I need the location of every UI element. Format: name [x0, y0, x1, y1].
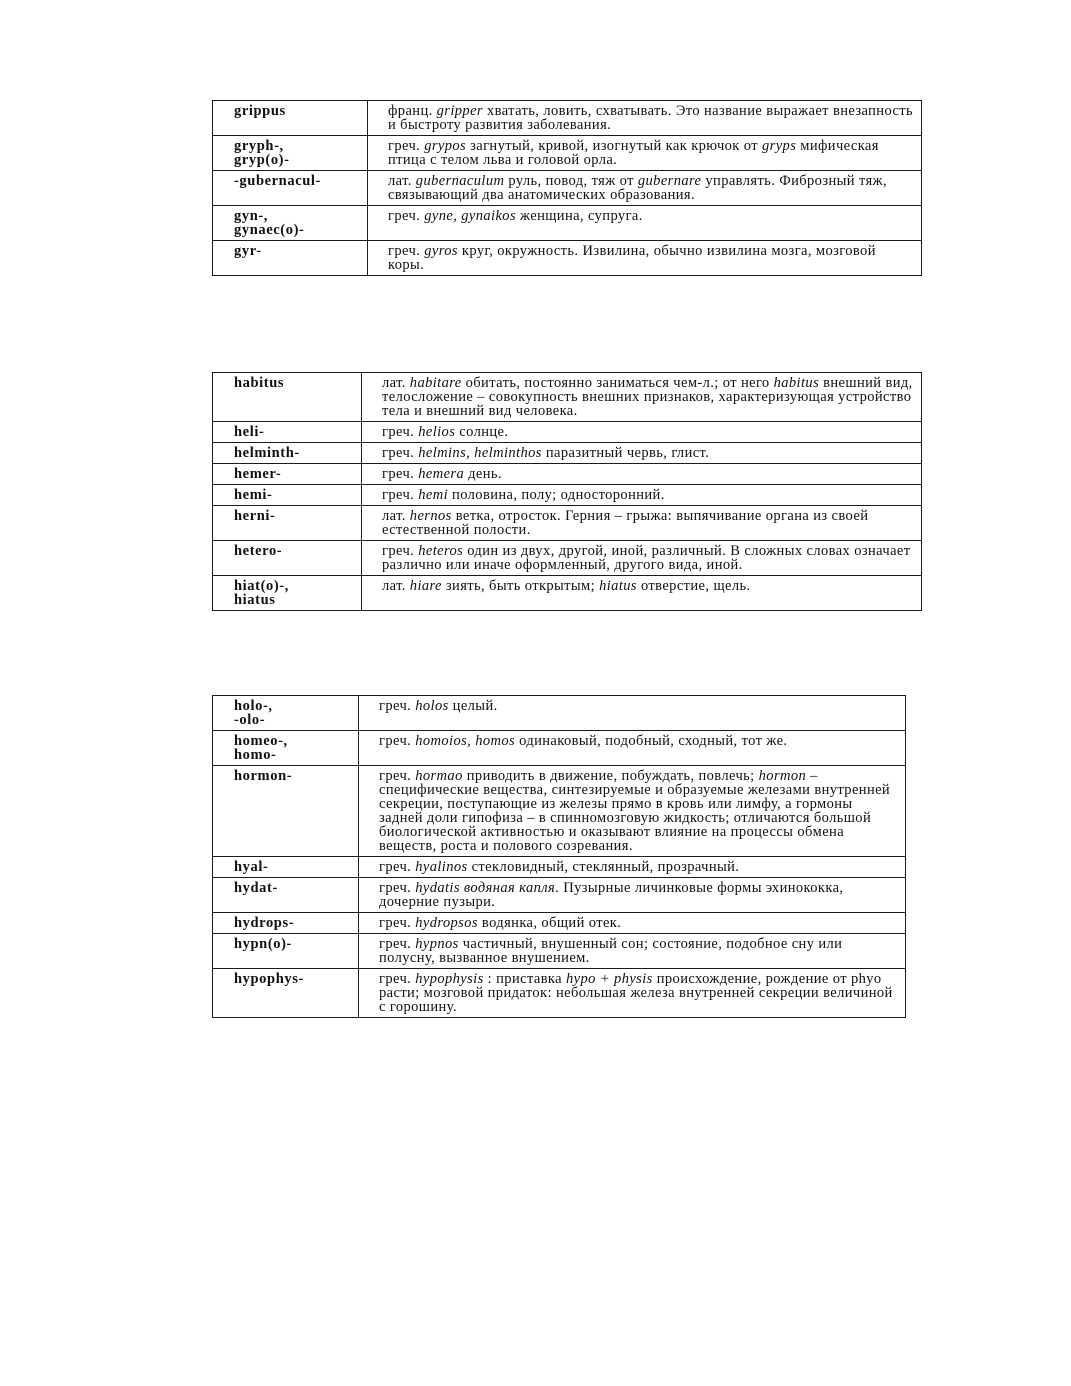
- term-text: hypophys-: [234, 971, 304, 987]
- term-cell: [213, 241, 368, 276]
- term-cell: [213, 857, 359, 878]
- definition-cell: [362, 464, 922, 485]
- definition-cell: [359, 696, 906, 731]
- term-text: hemi-: [234, 487, 273, 503]
- glossary-table-g: [212, 100, 922, 276]
- definition-text: происхождение, рождение от phyo расти; мозговой придаток: небольшая железа внутренней секреции величиной с горошину.: [379, 971, 893, 1015]
- term-cell: [213, 422, 362, 443]
- term-cell: [213, 913, 359, 934]
- table-row: [213, 576, 922, 611]
- term-cell: [213, 576, 362, 611]
- definition-cell: [362, 541, 922, 576]
- definition-text: греч.: [379, 915, 416, 931]
- term-text: habitus: [234, 375, 285, 391]
- definition-text: греч.: [382, 543, 419, 559]
- definition-text: греч.: [379, 859, 416, 875]
- definition-text: одинаковый, подобный, сходный, тот же.: [515, 733, 788, 749]
- definition-text: мифическая птица с телом льва и головой орла.: [388, 138, 879, 168]
- term-cell: [213, 878, 359, 913]
- etymon-italic: hydropsos: [415, 915, 478, 931]
- term-text: gynaec(o)-: [234, 222, 305, 238]
- term-cell: [213, 373, 362, 422]
- definition-text: греч.: [382, 424, 419, 440]
- term-text: -olo-: [234, 712, 266, 728]
- etymon-italic: gripper: [436, 103, 483, 119]
- term-text: gryph-,: [234, 138, 284, 154]
- definition-text: обитать, постоянно заниматься чем-л.; от него: [461, 375, 774, 391]
- term-text: heli-: [234, 424, 265, 440]
- etymon-italic: gyne, gynaikos: [424, 208, 516, 224]
- table-row: [213, 857, 906, 878]
- etymon-italic: hiare: [409, 578, 442, 594]
- term-text: grippus: [234, 103, 286, 119]
- term-cell: [213, 934, 359, 969]
- etymon-italic: homoios, homos: [415, 733, 516, 749]
- definition-cell: [362, 443, 922, 464]
- etymon-italic: habitare: [409, 375, 462, 391]
- definition-text: приводить в движение, побуждать, повлечь;: [462, 768, 759, 784]
- term-cell: [213, 766, 359, 857]
- definition-text: один из двух, другой, иной, различный. В сложных словах означает различно или иначе оформленный, другого вида, иной.: [382, 543, 911, 573]
- table-row: [213, 934, 906, 969]
- definition-cell: [359, 969, 906, 1018]
- definition-text: водянка, общий отек.: [477, 915, 622, 931]
- definition-cell: [362, 422, 922, 443]
- definition-text: лат.: [388, 173, 416, 189]
- definition-text: греч.: [388, 243, 425, 259]
- term-text: hiatus: [234, 592, 276, 608]
- etymon-italic: grypos: [424, 138, 467, 154]
- term-text: homo-: [234, 747, 277, 763]
- table-row: [213, 541, 922, 576]
- term-text: holo-,: [234, 698, 273, 714]
- definition-text: . Пузырные личинковые формы эхинококка, дочерние пузыри.: [379, 880, 844, 910]
- table-row: [213, 241, 922, 276]
- definition-cell: [368, 171, 922, 206]
- definition-text: круг, окружность. Извилина, обычно извилина мозга, мозговой коры.: [388, 243, 876, 273]
- definition-cell: [359, 934, 906, 969]
- term-cell: [213, 506, 362, 541]
- etymon-italic: gubernare: [637, 173, 702, 189]
- definition-text: греч.: [388, 208, 425, 224]
- definition-text: женщина, супруга.: [515, 208, 643, 224]
- term-text: herni-: [234, 508, 276, 524]
- etymon-italic: hemi: [418, 487, 449, 503]
- term-cell: [213, 969, 359, 1018]
- definition-cell: [359, 913, 906, 934]
- term-text: -gubernacul-: [234, 173, 321, 189]
- glossary-table-h-part1: [212, 372, 922, 611]
- table-row: [213, 766, 906, 857]
- table-row: [213, 443, 922, 464]
- term-text: hemer-: [234, 466, 282, 482]
- table-row: [213, 101, 922, 136]
- definition-text: ветка, отросток. Герния – грыжа: выпячивание органа из своей естественной полости.: [382, 508, 869, 538]
- definition-text: зиять, быть открытым;: [441, 578, 600, 594]
- definition-cell: [359, 878, 906, 913]
- definition-text: отверстие, щель.: [636, 578, 751, 594]
- etymon-italic: hormon: [758, 768, 807, 784]
- term-text: hypn(o)-: [234, 936, 292, 952]
- etymon-italic: habitus: [773, 375, 820, 391]
- term-cell: [213, 464, 362, 485]
- definition-cell: [359, 766, 906, 857]
- table-row: [213, 878, 906, 913]
- definition-text: загнутый, кривой, изогнутый как крючок от: [466, 138, 763, 154]
- definition-text: лат.: [382, 508, 410, 524]
- term-cell: [213, 696, 359, 731]
- definition-text: хватать, ловить, схватывать. Это название выражает внезапность и быстроту развития заболевания.: [388, 103, 914, 133]
- term-cell: [213, 731, 359, 766]
- etymon-italic: gyros: [424, 243, 458, 259]
- glossary-table-h-part2: [212, 695, 906, 1018]
- table-row: [213, 913, 906, 934]
- definition-text: греч.: [379, 733, 416, 749]
- definition-text: греч.: [388, 138, 425, 154]
- table-row: [213, 206, 922, 241]
- definition-text: внешний вид, телосложение – совокупность внешних признаков, характеризующая устройство тела и внешний вид человека.: [382, 375, 913, 419]
- definition-cell: [362, 373, 922, 422]
- term-text: hydrops-: [234, 915, 295, 931]
- etymon-italic: hypo + physis: [566, 971, 653, 987]
- table-row: [213, 171, 922, 206]
- etymon-italic: gubernaculum: [415, 173, 505, 189]
- definition-cell: [362, 576, 922, 611]
- term-cell: [213, 443, 362, 464]
- table-row: [213, 731, 906, 766]
- definition-text: частичный, внушенный сон; состояние, подобное сну или полусну, вызванное внушением.: [379, 936, 843, 966]
- etymon-italic: hydatis водяная капля: [415, 880, 556, 896]
- definition-cell: [362, 506, 922, 541]
- definition-text: половина, полу; односторонний.: [448, 487, 665, 503]
- term-text: gryp(o)-: [234, 152, 290, 168]
- definition-text: паразитный червь, глист.: [541, 445, 710, 461]
- term-text: hyal-: [234, 859, 269, 875]
- table-row: [213, 373, 922, 422]
- definition-cell: [362, 485, 922, 506]
- definition-text: греч.: [379, 880, 416, 896]
- table-row: [213, 969, 906, 1018]
- term-cell: [213, 136, 368, 171]
- table-row: [213, 464, 922, 485]
- etymon-italic: hemera: [418, 466, 465, 482]
- definition-text: лат.: [382, 375, 410, 391]
- definition-text: греч.: [382, 445, 419, 461]
- term-cell: [213, 101, 368, 136]
- table-row: [213, 136, 922, 171]
- definition-cell: [368, 136, 922, 171]
- term-text: homeo-,: [234, 733, 288, 749]
- definition-text: день.: [464, 466, 502, 482]
- etymon-italic: hypnos: [415, 936, 459, 952]
- table-row: [213, 506, 922, 541]
- definition-text: греч.: [379, 698, 416, 714]
- definition-text: целый.: [448, 698, 498, 714]
- table-row: [213, 485, 922, 506]
- etymon-italic: helmins, helminthos: [418, 445, 542, 461]
- definition-text: – специфические вещества, синтезируемые и образуемые железами внутренней секреции, поступающие из железы прямо в кровь или лимфу, а гормоны задней доли гипофиза – в спинномозговую жидкость; отличаются большой биологической активностью и оказывают влияние на процессы обмена веществ, роста и полового созревания.: [379, 768, 891, 854]
- etymon-italic: hyalinos: [415, 859, 468, 875]
- term-text: gyr-: [234, 243, 262, 259]
- definition-text: : приставка: [483, 971, 567, 987]
- etymon-italic: heteros: [418, 543, 464, 559]
- term-text: hydat-: [234, 880, 278, 896]
- definition-text: стекловидный, стеклянный, прозрачный.: [467, 859, 740, 875]
- definition-text: греч.: [379, 971, 416, 987]
- table-row: [213, 422, 922, 443]
- etymon-italic: hormao: [415, 768, 463, 784]
- definition-cell: [359, 857, 906, 878]
- term-cell: [213, 171, 368, 206]
- definition-cell: [368, 206, 922, 241]
- term-text: gyn-,: [234, 208, 269, 224]
- definition-text: управлять. Фиброзный тяж, связывающий два анатомических образования.: [388, 173, 888, 203]
- etymon-italic: helios: [418, 424, 456, 440]
- term-text: hiat(o)-,: [234, 578, 289, 594]
- definition-text: греч.: [379, 936, 416, 952]
- term-cell: [213, 485, 362, 506]
- etymon-italic: holos: [415, 698, 449, 714]
- etymon-italic: hernos: [409, 508, 452, 524]
- definition-text: солнце.: [455, 424, 509, 440]
- etymon-italic: hiatus: [599, 578, 637, 594]
- definition-text: греч.: [382, 487, 419, 503]
- etymon-italic: hypophysis: [415, 971, 484, 987]
- term-cell: [213, 541, 362, 576]
- term-cell: [213, 206, 368, 241]
- definition-text: лат.: [382, 578, 410, 594]
- definition-cell: [359, 731, 906, 766]
- term-text: helminth-: [234, 445, 300, 461]
- definition-text: греч.: [379, 768, 416, 784]
- term-text: hetero-: [234, 543, 283, 559]
- etymon-italic: gryps: [762, 138, 797, 154]
- definition-cell: [368, 101, 922, 136]
- definition-cell: [368, 241, 922, 276]
- definition-text: руль, повод, тяж от: [504, 173, 638, 189]
- definition-text: франц.: [388, 103, 437, 119]
- definition-text: греч.: [382, 466, 419, 482]
- term-text: hormon-: [234, 768, 293, 784]
- table-row: [213, 696, 906, 731]
